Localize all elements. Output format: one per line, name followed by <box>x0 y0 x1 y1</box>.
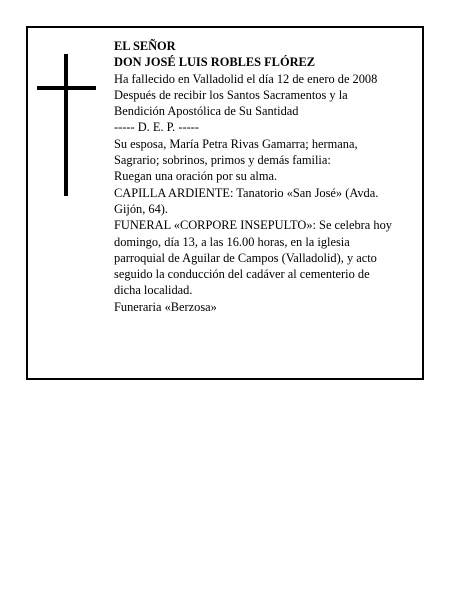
funeral-line-3: parroquial de Aguilar de Campos (Valladolid), y acto <box>114 250 377 265</box>
family-line-1: Su esposa, María Petra Rivas Gamarra; hermana, <box>114 136 358 151</box>
blessing-line: Bendición Apostólica de Su Santidad <box>114 104 299 119</box>
funeral-home: Funeraria «Berzosa» <box>114 299 217 314</box>
title-line: EL SEÑOR <box>114 39 176 53</box>
sacraments-line: Después de recibir los Santos Sacramentos y la <box>114 87 348 102</box>
funeral-line-2: domingo, día 13, a las 16.00 horas, en la iglesia <box>114 234 350 249</box>
funeral-line-5: dicha localidad. <box>114 283 193 298</box>
cross-icon-crossbar <box>37 86 96 90</box>
chapel-line-2: Gijón, 64). <box>114 201 169 216</box>
family-line-2: Sagrario; sobrinos, primos y demás familia: <box>114 153 331 168</box>
cross-icon <box>64 54 68 196</box>
obituary-text <box>114 38 426 315</box>
rip-line: ----- D. E. P. ----- <box>114 120 199 135</box>
death-announcement: Ha fallecido en Valladolid el día 12 de enero de 2008 <box>114 71 378 86</box>
deceased-name: DON JOSÉ LUIS ROBLES FLÓREZ <box>114 55 316 70</box>
prayer-request: Ruegan una oración por su alma. <box>114 169 278 184</box>
funeral-line-4: seguido la conducción del cadáver al cementerio de <box>114 267 370 282</box>
chapel-line-1: CAPILLA ARDIENTE: Tanatorio «San José» (Avda. <box>114 185 379 200</box>
funeral-line-1: FUNERAL «CORPORE INSEPULTO»: Se celebra hoy <box>114 218 392 233</box>
